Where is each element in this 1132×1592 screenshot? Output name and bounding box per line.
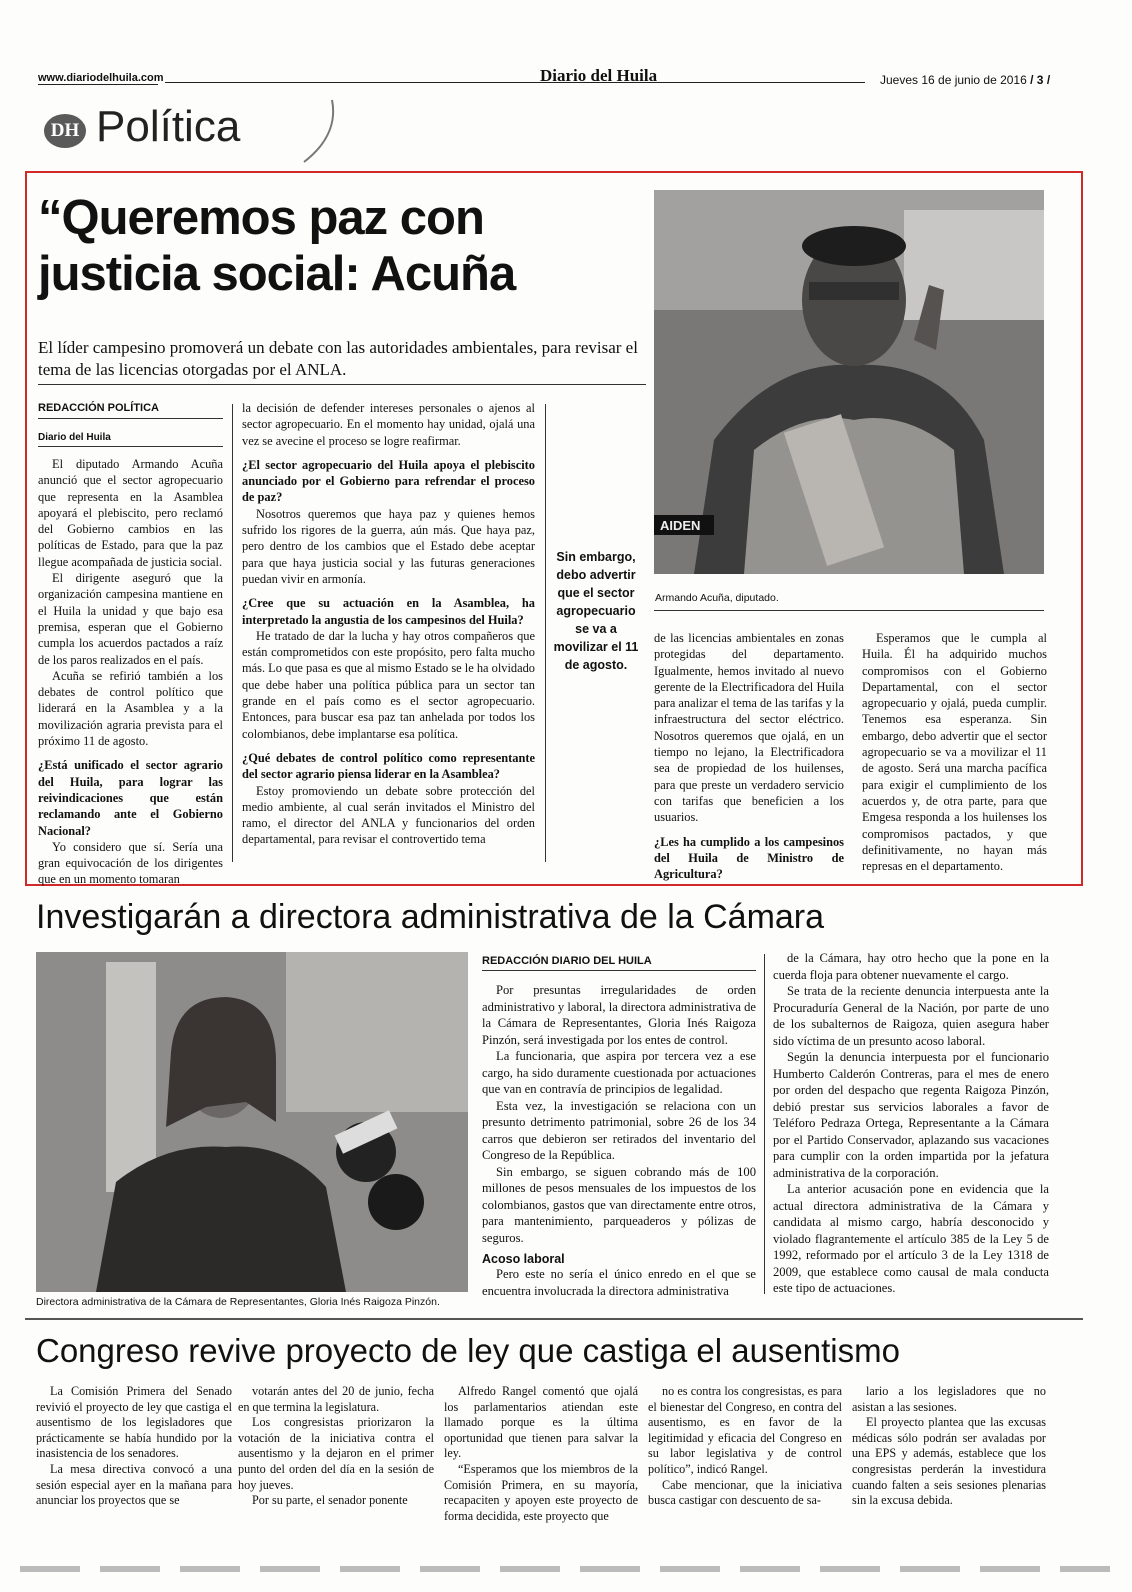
article2-column-2	[773, 950, 1049, 1297]
dh-logo-icon: DH	[44, 114, 86, 148]
portrait-illustration	[36, 952, 468, 1292]
paragraph: Pero este no sería el único enredo en el que se encuentra involucrada la directora administrativa	[482, 1267, 756, 1298]
paper-name: Diario del Huila	[540, 66, 658, 85]
header-rule-left	[38, 84, 158, 85]
interview-question: ¿Qué debates de control político como representante del sector agrario piensa liderar en la Asamblea?	[242, 750, 535, 782]
paragraph: no es contra los congresistas, es para el bienestar del Congreso, en contra del ausentismo, es en favor de la legitimidad y eficacia del Congreso en su labor legislativa y de control político”, indicó Rangel.	[648, 1384, 842, 1476]
article3-column-2	[238, 1384, 434, 1509]
paragraph: La funcionaria, que aspira por tercera vez a ese cargo, ha sido duramente cuestionada por actuaciones que van en contravía de principios de legalidad.	[482, 1049, 756, 1096]
section-divider	[25, 1318, 1083, 1320]
divider	[654, 610, 1044, 611]
interview-question: ¿El sector agropecuario del Huila apoya el plebiscito anunciado por el Gobierno para refrendar el proceso de paz?	[242, 457, 535, 505]
article1-headline: “Queremos paz con justicia social: Acuña	[38, 191, 516, 301]
article1-lead: El líder campesino promoverá un debate con las autoridades ambientales, para revisar el tema de las licencias otorgadas por el ANLA.	[38, 338, 638, 379]
paragraph: Se trata de la reciente denuncia interpuesta ante la Procuraduría General de la Nación, por parte de uno de los subalternos de Raigoza, quien asegura haber sido víctima de un presunto acoso laboral.	[773, 984, 1049, 1048]
paragraph: El diputado Armando Acuña anunció que el sector agropecuario que representa en la Asamblea apoyará el plebiscito, pero reclamó del Gobierno cambios en las políticas de Estado, para que la paz llegue acompañada de justicia social.	[38, 457, 223, 569]
photo-caption: Armando Acuña, diputado.	[655, 592, 779, 604]
paragraph: El proyecto plantea que las excusas médicas sólo podrán ser avaladas por una EPS y además, establece que los congresistas perderán la investidura cuando falten a seis sesiones plenarias sin la excusa debida.	[852, 1415, 1046, 1508]
paragraph: Esta vez, la investigación se relaciona con un presunto detrimento patrimonial, sobre 26 de los 34 carros que debieron ser retirados del inventario del Congreso de la República.	[482, 1098, 756, 1162]
article1-source: Diario del Huila	[38, 432, 111, 443]
paragraph: lario a los legisladores que no asistan a las sesiones.	[852, 1384, 1046, 1414]
article3-column-1	[36, 1384, 232, 1509]
paragraph: La mesa directiva convocó a una sesión especial ayer en la mañana para anunciar los proyectos que se	[36, 1461, 232, 1508]
paragraph: He tratado de dar la lucha y hay otros compañeros que están comprometidos con este propósito, pero falta mucho más. Lo que pasa es que al mismo Estado se le ha olvidado que debe haber una política pública para un sector tan grande en el país como es el sector agropecuario. Entonces, para buscar esa paz tan anhelada por todos los colombianos, debe implantarse esa política.	[242, 628, 535, 741]
sign-label: AIDEN	[660, 518, 701, 533]
article1-column-4	[862, 630, 1047, 874]
article3-column-4	[648, 1384, 842, 1509]
article3-column-5	[852, 1384, 1046, 1509]
section-title: Política	[96, 102, 241, 151]
site-url: www.diariodelhuila.com	[38, 72, 164, 84]
divider	[482, 970, 756, 971]
paragraph: Alfredo Rangel comentó que ojalá los parlamentarios atiendan este llamado porque es la última oportunidad que tienen para salvar la ley.	[444, 1384, 638, 1461]
paragraph: de las licencias ambientales en zonas protegidas del departamento. Igualmente, hemos invitado al nuevo gerente de la Electrificadora del Huila para analizar el tema de las tarifas y la infraestructura del sector eléctrico. Nosotros queremos que ojalá, en un tiempo no lejano, la Electrificadora sea de propiedad de los huilenses, para que preste un verdadero servicio con tarifas que beneficien a los usuarios.	[654, 631, 844, 825]
article3-column-3	[444, 1384, 638, 1524]
paragraph: Estoy promoviendo un debate sobre protección del medio ambiente, al cual serán invitados el Ministro del ramo, el director del ANLA y funcionarios del orden departamental, para revisar el controvertido tema	[242, 783, 535, 847]
interview-question: ¿Está unificado el sector agrario del Huila, para lograr las reivindicaciones que están reclamando ante el Gobierno Nacional?	[38, 758, 223, 838]
article1-column-2	[242, 400, 535, 848]
paragraph: Por presuntas irregularidades de orden administrativo y laboral, la directora administrativa de la Cámara de Representantes, Gloria Inés Raigoza Pinzón, será investigada por los entes de control.	[482, 983, 756, 1047]
column-divider	[545, 404, 546, 862]
subheading: Acoso laboral	[482, 1252, 565, 1266]
paragraph: El dirigente aseguró que la organización campesina mantiene en el Huila la unidad y que bajo esa premisa, esperan que el Gobierno cumpla los acuerdos pactados a raíz de los paros realizados en el país.	[38, 571, 223, 667]
paragraph: “Esperamos que los miembros de la Comisión Primera, en su mayoría, recapaciten y apoyen este proyecto de forma decidida, este proyecto que	[444, 1461, 638, 1523]
paragraph: Yo considero que sí. Sería una gran equivocación de los dirigentes que en un momento tomaran	[38, 839, 223, 887]
divider	[38, 384, 646, 385]
date-text: Jueves 16 de junio de 2016	[880, 73, 1027, 87]
paragraph: Sin embargo, se siguen cobrando más de 100 millones de pesos mensuales de los impuestos de los colombianos, gastos que van directamente entre otros, para mantenimiento, parqueaderos y pólizas de seguros.	[482, 1164, 756, 1245]
article2-column-1	[482, 982, 756, 1299]
page-number: / 3 /	[1030, 73, 1051, 87]
divider	[38, 446, 223, 447]
paragraph: Los congresistas priorizaron la votación de la iniciativa contra el ausentismo y la dejaron en el primer punto del orden del día en la sesión de hoy jueves.	[238, 1415, 434, 1492]
interview-question: ¿Cree que su actuación en la Asamblea, ha interpretado la angustia de los campesinos del Huila?	[242, 596, 535, 627]
issue-date	[880, 73, 1050, 87]
acuna-photo	[654, 190, 1044, 574]
article3-headline: Congreso revive proyecto de ley que castiga el ausentismo	[36, 1332, 900, 1369]
pullquote: Sin embargo, debo advertir que el sector agropecuario se va a movilizar el 11 de agosto.	[553, 550, 639, 672]
paragraph: La Comisión Primera del Senado revivió el proyecto de ley que castiga el ausentismo de los legisladores que prácticamente se había hundido por la inasistencia de los senadores.	[36, 1384, 232, 1461]
divider	[38, 418, 223, 419]
paragraph: votarán antes del 20 de junio, fecha en que termina la legislatura.	[238, 1384, 434, 1414]
paragraph: Nosotros queremos que haya paz y quienes hemos sufrido los rigores de la guerra, aún más. Que haya paz, pero dentro de los cambios que el Estado debe aceptar para que haya justicia social y las futuras generaciones puedan vivir en armonía.	[242, 506, 535, 586]
raigoza-photo	[36, 952, 468, 1292]
bottom-scan-edge	[20, 1566, 1110, 1572]
paragraph: Acuña se refirió también a los debates de control político que liderará en la Asamblea y a la movilización agraria prevista para el próximo 11 de agosto.	[38, 668, 223, 749]
article1-column-3	[654, 630, 844, 882]
paragraph: Según la denuncia interpuesta por el funcionario Humberto Calderón Contreras, para el mes de enero por orden del despacho que regenta Raigoza Pinzón, debió prestar sus servicios laborales a favor de Teléforo Pedraza Ortega, Representante a la Cámara por el Partido Conservador, aplazando sus vacaciones para cumplir con la orden impartida por la jefatura administrativa de la corporación.	[773, 1050, 1049, 1180]
photo-caption: Directora administrativa de la Cámara de Representantes, Gloria Inés Raigoza Pinzón.	[36, 1296, 440, 1308]
paragraph: Cabe mencionar, que la iniciativa busca castigar con descuento de sa-	[648, 1477, 842, 1508]
article2-headline: Investigarán a directora administrativa de la Cámara	[36, 898, 825, 936]
paragraph: Por su parte, el senador ponente	[252, 1493, 408, 1508]
swoosh-icon	[300, 98, 340, 164]
portrait-illustration	[654, 190, 1044, 574]
article2-byline: REDACCIÓN DIARIO DEL HUILA	[482, 955, 652, 967]
header-rule	[165, 82, 865, 83]
article1-byline: REDACCIÓN POLÍTICA	[38, 402, 159, 414]
interview-question: ¿Les ha cumplido a los campesinos del Huila de Ministro de Agricultura?	[654, 834, 844, 882]
column-divider	[764, 954, 765, 1294]
paragraph: Esperamos que le cumpla al Huila. Él ha adquirido muchos compromisos con el Gobierno Departamental, con el sector agropecuario y ojalá, pueda cumplir. Tenemos esa esperanza. Sin embargo, debo advertir que el sector agropecuario se va a movilizar el 11 de agosto. Será una marcha pacífica para exigir el cumplimiento de los acuerdos y, de otra parte, para que Emgesa responda a los huilenses los compromisos pactados, y que definitivamente, no hayan más represas en el departamento.	[862, 631, 1047, 874]
paragraph: de la Cámara, hay otro hecho que la pone en la cuerda floja para obtener nuevamente el cargo.	[773, 951, 1049, 982]
paragraph: La anterior acusación pone en evidencia que la actual directora administrativa de la Cámara y candidata al mismo cargo, habría desconocido y violado flagrantemente el artículo 385 de la Ley 5 de 1992, reformado por el artículo 3 de la Ley 1318 de 2009, que establece como causal de mala conducta este tipo de actuaciones.	[773, 1182, 1049, 1295]
article1-column-1	[38, 456, 223, 888]
column-divider	[232, 404, 233, 862]
paragraph: la decisión de defender intereses personales o ajenos al sector agropecuario. En el momento hay unidad, ojalá una vez se avecine el proceso se logre reafirmar.	[242, 401, 535, 448]
